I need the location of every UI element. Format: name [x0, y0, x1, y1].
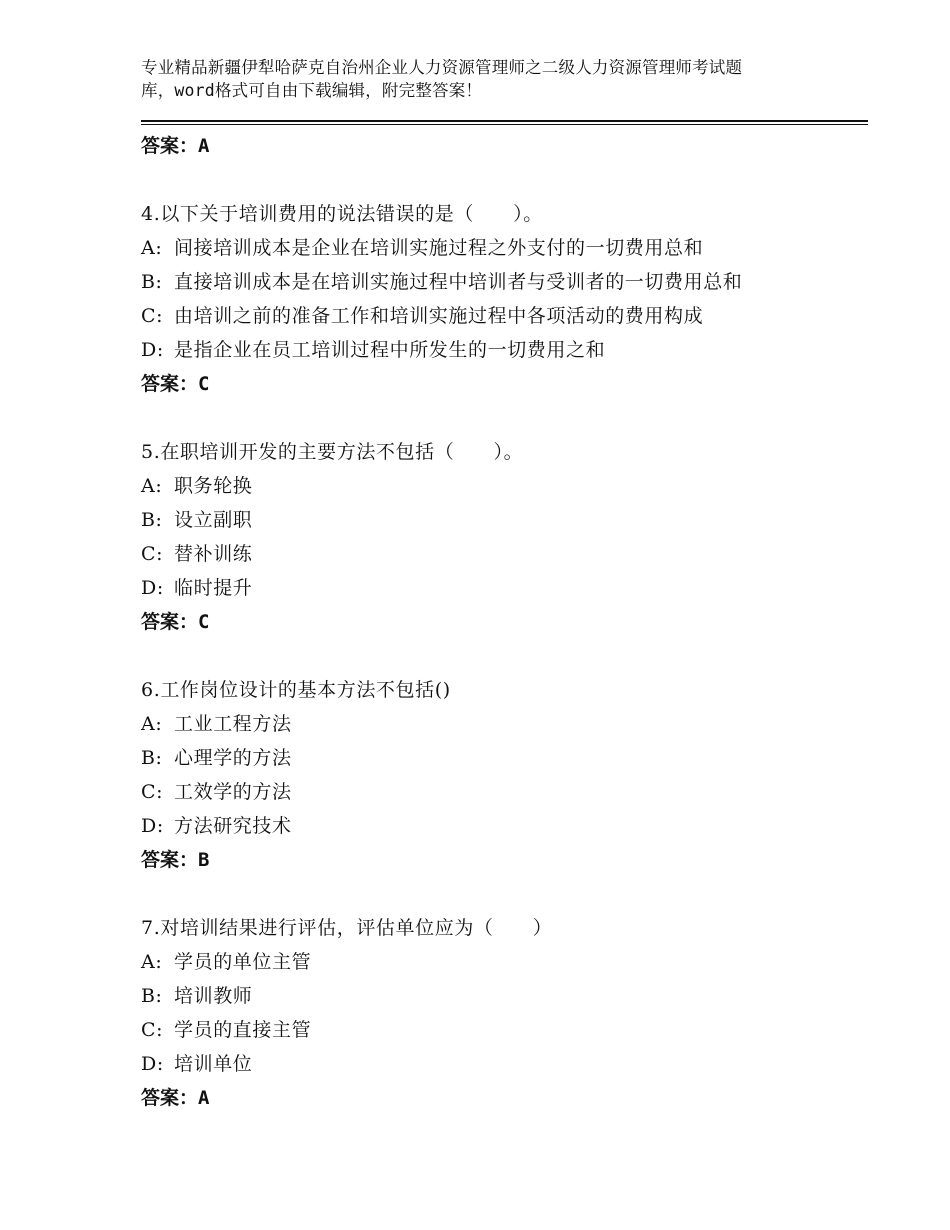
option-text: 心理学的方法 [174, 747, 292, 769]
option-text: 是指企业在员工培训过程中所发生的一切费用之和 [174, 339, 606, 361]
option-letter: A: [141, 475, 163, 497]
document-header [141, 56, 831, 102]
option-letter: B: [141, 271, 163, 293]
option-text: 学员的单位主管 [174, 951, 312, 973]
option-d [141, 1047, 831, 1081]
header-line-2: 库，word格式可自由下载编辑，附完整答案！ [141, 81, 483, 100]
option-d [141, 333, 831, 367]
option-letter: B: [141, 509, 163, 531]
option-b [141, 741, 831, 775]
option-b [141, 979, 831, 1013]
header-line-1: 专业精品新疆伊犁哈萨克自治州企业人力资源管理师之二级人力资源管理师考试题 [141, 58, 743, 77]
option-text: 工效学的方法 [174, 781, 292, 803]
option-text: 间接培训成本是企业在培训实施过程之外支付的一切费用总和 [174, 237, 704, 259]
answer: 答案：A [141, 1087, 210, 1109]
question-text: 6.工作岗位设计的基本方法不包括() [141, 679, 451, 701]
header-rule-thick [141, 120, 868, 122]
question-7 [141, 911, 831, 1115]
option-c [141, 537, 831, 571]
option-text: 替补训练 [174, 543, 253, 565]
option-c [141, 775, 831, 809]
answer: 答案：C [141, 611, 210, 633]
option-letter: C: [141, 305, 164, 327]
option-letter: C: [141, 543, 164, 565]
option-c [141, 1013, 831, 1047]
option-text: 由培训之前的准备工作和培训实施过程中各项活动的费用构成 [174, 305, 704, 327]
question-text: 4.以下关于培训费用的说法错误的是（ ）。 [141, 203, 543, 225]
option-letter: A: [141, 237, 163, 259]
question-6 [141, 673, 831, 877]
option-b [141, 503, 831, 537]
option-a [141, 469, 831, 503]
option-text: 临时提升 [174, 577, 253, 599]
option-a [141, 707, 831, 741]
option-c [141, 299, 831, 333]
option-text: 工业工程方法 [174, 713, 292, 735]
option-text: 直接培训成本是在培训实施过程中培训者与受训者的一切费用总和 [174, 271, 743, 293]
option-text: 培训教师 [174, 985, 253, 1007]
question-text: 5.在职培训开发的主要方法不包括（ ）。 [141, 441, 524, 463]
option-letter: B: [141, 747, 163, 769]
option-text: 培训单位 [174, 1053, 253, 1075]
answer: 答案：C [141, 373, 210, 395]
option-letter: C: [141, 1019, 164, 1041]
option-letter: D: [141, 577, 164, 599]
option-d [141, 809, 831, 843]
option-letter: D: [141, 815, 164, 837]
option-text: 设立副职 [174, 509, 253, 531]
option-letter: A: [141, 951, 163, 973]
option-letter: D: [141, 339, 164, 361]
option-letter: B: [141, 985, 163, 1007]
option-letter: A: [141, 713, 163, 735]
option-text: 方法研究技术 [174, 815, 292, 837]
question-4 [141, 197, 831, 401]
answer-previous: 答案：A [141, 135, 210, 157]
header-rule-thin [141, 124, 868, 125]
option-letter: D: [141, 1053, 164, 1075]
option-letter: C: [141, 781, 164, 803]
option-text: 职务轮换 [174, 475, 253, 497]
question-text: 7.对培训结果进行评估，评估单位应为（ ） [141, 917, 553, 939]
question-5 [141, 435, 831, 639]
option-text: 学员的直接主管 [174, 1019, 312, 1041]
answer: 答案：B [141, 849, 210, 871]
option-b [141, 265, 831, 299]
option-a [141, 231, 831, 265]
document-content [141, 129, 831, 1115]
option-d [141, 571, 831, 605]
option-a [141, 945, 831, 979]
